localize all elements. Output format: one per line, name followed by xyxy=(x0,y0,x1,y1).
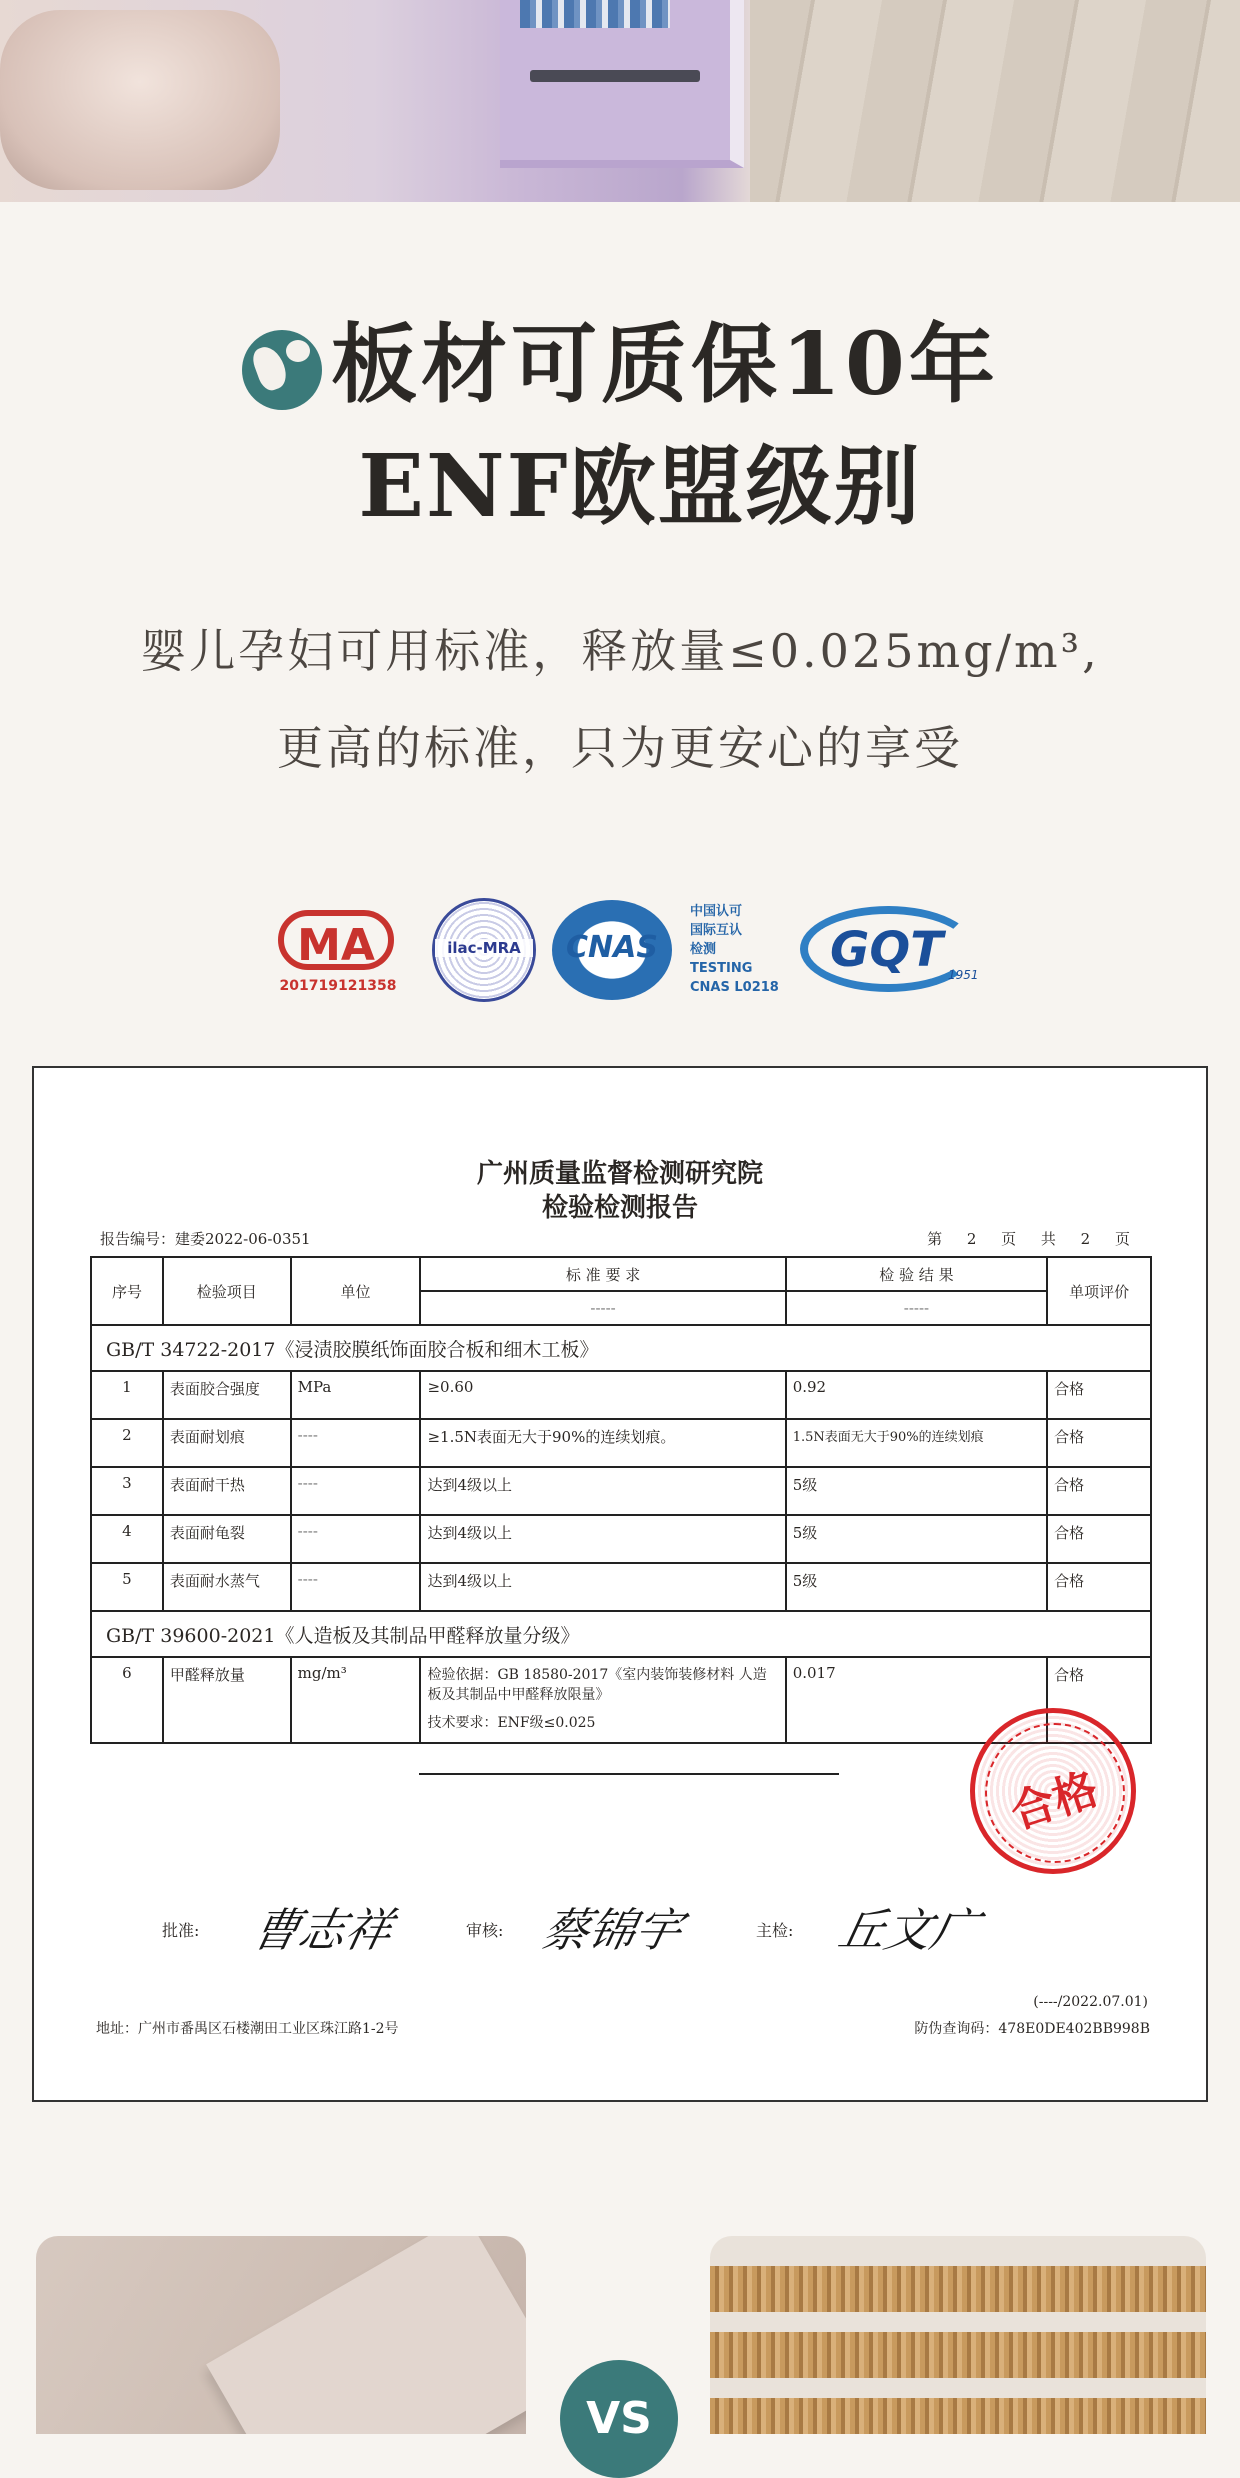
report-institute: 广州质量监督检测研究院 xyxy=(476,1159,763,1189)
floor-image xyxy=(750,0,1240,202)
header-no: 序号 xyxy=(91,1257,163,1325)
particle-board-image xyxy=(710,2236,1206,2434)
table-row xyxy=(91,1563,1151,1611)
cell-no: 6 xyxy=(91,1657,163,1743)
standard-basis: 检验依据：GB 18580-2017《室内装饰装修材料 人造板及其制品中甲醛释放限量》 xyxy=(427,1667,767,1703)
cell-no: 4 xyxy=(91,1515,163,1563)
headline xyxy=(0,310,1240,542)
table-row xyxy=(91,1515,1151,1563)
cell-verdict: 合格 xyxy=(1047,1419,1151,1467)
header-result-sub: ----- xyxy=(786,1291,1047,1325)
cnas-text-line: 国际互认 xyxy=(690,923,743,938)
pass-stamp-text: 合格 xyxy=(1004,1763,1105,1840)
report-title: 检验检测报告 xyxy=(541,1193,698,1223)
cell-unit: ---- xyxy=(291,1467,421,1515)
books-image xyxy=(520,0,670,28)
drawer-image xyxy=(500,0,744,168)
cma-number: 201719121358 xyxy=(279,978,397,994)
review-signature: 蔡锦宇 xyxy=(537,1903,688,1957)
cell-standard xyxy=(420,1657,785,1743)
cell-item: 表面耐干热 xyxy=(163,1467,291,1515)
cell-standard: 达到4级以上 xyxy=(420,1515,785,1563)
cell-result: 1.5N表面无大于90%的连续划痕 xyxy=(786,1419,1047,1467)
approve-signature: 曹志祥 xyxy=(247,1903,398,1957)
film-board-image xyxy=(36,2236,526,2434)
table-header-row xyxy=(91,1257,1151,1291)
cell-item: 表面胶合强度 xyxy=(163,1371,291,1419)
header-item: 检验项目 xyxy=(163,1257,291,1325)
cell-result: 0.017 xyxy=(786,1657,1047,1743)
section-row-1 xyxy=(91,1325,1151,1371)
review-label: 审核: xyxy=(466,1921,504,1940)
cma-mark: MA xyxy=(278,910,394,970)
header-verdict: 单项评价 xyxy=(1047,1257,1151,1325)
cell-result: 5级 xyxy=(786,1467,1047,1515)
header-unit: 单位 xyxy=(291,1257,421,1325)
section-title-2: GB/T 39600-2021《人造板及其制品甲醛释放量分级》 xyxy=(91,1611,1151,1657)
subline-1: 婴儿孕妇可用标准，释放量≤0.025mg/m³, xyxy=(140,624,1100,678)
inspect-signature: 丘文广 xyxy=(833,1903,984,1957)
hero-photo xyxy=(0,0,1240,202)
cell-no: 1 xyxy=(91,1371,163,1419)
cell-result: 0.92 xyxy=(786,1371,1047,1419)
cell-verdict: 合格 xyxy=(1047,1563,1151,1611)
comparison-section xyxy=(0,2236,1240,2444)
board-sheet-image xyxy=(206,2236,526,2434)
cell-verdict: 合格 xyxy=(1047,1371,1151,1419)
cnas-text-line: 检测 xyxy=(690,942,717,957)
table-row xyxy=(91,1419,1151,1467)
gqt-year: 1951 xyxy=(948,968,979,982)
gqt-logo xyxy=(800,906,980,996)
cnas-text-line: CNAS L0218 xyxy=(690,980,779,995)
cnas-logo xyxy=(552,900,672,1000)
drawer-rail-image xyxy=(530,70,700,82)
cnas-logo-text xyxy=(690,902,800,997)
cell-no: 3 xyxy=(91,1467,163,1515)
standard-requirement: 技术要求：ENF级≤0.025 xyxy=(427,1715,596,1731)
cell-standard: 达到4级以上 xyxy=(420,1563,785,1611)
header-standard-sub: ----- xyxy=(420,1291,785,1325)
report-address: 地址：广州市番禺区石楼潮田工业区珠江路1-2号 xyxy=(96,2021,399,2037)
pass-stamp xyxy=(970,1708,1136,1874)
cnas-text-line: 中国认可 xyxy=(690,904,743,919)
report-table xyxy=(90,1256,1152,1744)
cell-verdict: 合格 xyxy=(1047,1657,1151,1743)
report-date: (----/2022.07.01) xyxy=(1033,1994,1148,2010)
cma-logo xyxy=(278,910,398,994)
table-row xyxy=(91,1657,1151,1743)
cell-no: 2 xyxy=(91,1419,163,1467)
table-row xyxy=(91,1371,1151,1419)
header-standard: 标 准 要 求 xyxy=(420,1257,785,1291)
board-layer-image xyxy=(710,2332,1206,2378)
cell-unit: ---- xyxy=(291,1563,421,1611)
cnas-text-line: TESTING xyxy=(690,961,753,976)
cell-verdict: 合格 xyxy=(1047,1515,1151,1563)
cell-standard: ≥1.5N表面无大于90%的连续划痕。 xyxy=(420,1419,785,1467)
section-title-1: GB/T 34722-2017《浸渍胶膜纸饰面胶合板和细木工板》 xyxy=(91,1325,1151,1371)
certification-logos xyxy=(0,890,1240,1020)
inspect-label: 主检: xyxy=(756,1921,794,1940)
cell-unit: MPa xyxy=(291,1371,421,1419)
cell-unit: ---- xyxy=(291,1515,421,1563)
cnas-mark: CNAS xyxy=(566,930,658,965)
report-number: 报告编号：建委2022-06-0351 xyxy=(100,1230,311,1248)
board-layer-image xyxy=(710,2398,1206,2434)
cell-standard: ≥0.60 xyxy=(420,1371,785,1419)
table-end-line xyxy=(419,1773,839,1775)
board-layer-image xyxy=(710,2266,1206,2312)
section-row-2 xyxy=(91,1611,1151,1657)
ilac-mra-text: ilac-MRA xyxy=(435,939,533,957)
test-report xyxy=(32,1066,1208,2102)
cell-standard: 达到4级以上 xyxy=(420,1467,785,1515)
cell-verdict: 合格 xyxy=(1047,1467,1151,1515)
ilac-mra-logo xyxy=(432,898,536,1002)
headline-line1: 板材可质保10年 xyxy=(331,314,999,415)
cell-item: 表面耐划痕 xyxy=(163,1419,291,1467)
subline-2: 更高的标准，只为更安心的享受 xyxy=(277,721,963,775)
table-row xyxy=(91,1467,1151,1515)
cell-unit: mg/m³ xyxy=(291,1657,421,1743)
cell-item: 甲醛释放量 xyxy=(163,1657,291,1743)
cell-item: 表面耐龟裂 xyxy=(163,1515,291,1563)
cell-unit: ---- xyxy=(291,1419,421,1467)
pillow-image xyxy=(0,10,280,190)
approve-label: 批准: xyxy=(162,1921,200,1940)
vs-badge: VS xyxy=(560,2360,678,2478)
antifake-code: 防伪查询码：478E0DE402BB998B xyxy=(914,2021,1150,2037)
report-page: 第 2 页 共 2 页 xyxy=(927,1230,1140,1248)
header-result: 检 验 结 果 xyxy=(786,1257,1047,1291)
gqt-mark: GQT xyxy=(830,922,943,978)
cell-no: 5 xyxy=(91,1563,163,1611)
cell-result: 5级 xyxy=(786,1515,1047,1563)
headline-line2: ENF欧盟级别 xyxy=(358,436,922,537)
cell-result: 5级 xyxy=(786,1563,1047,1611)
cell-item: 表面耐水蒸气 xyxy=(163,1563,291,1611)
